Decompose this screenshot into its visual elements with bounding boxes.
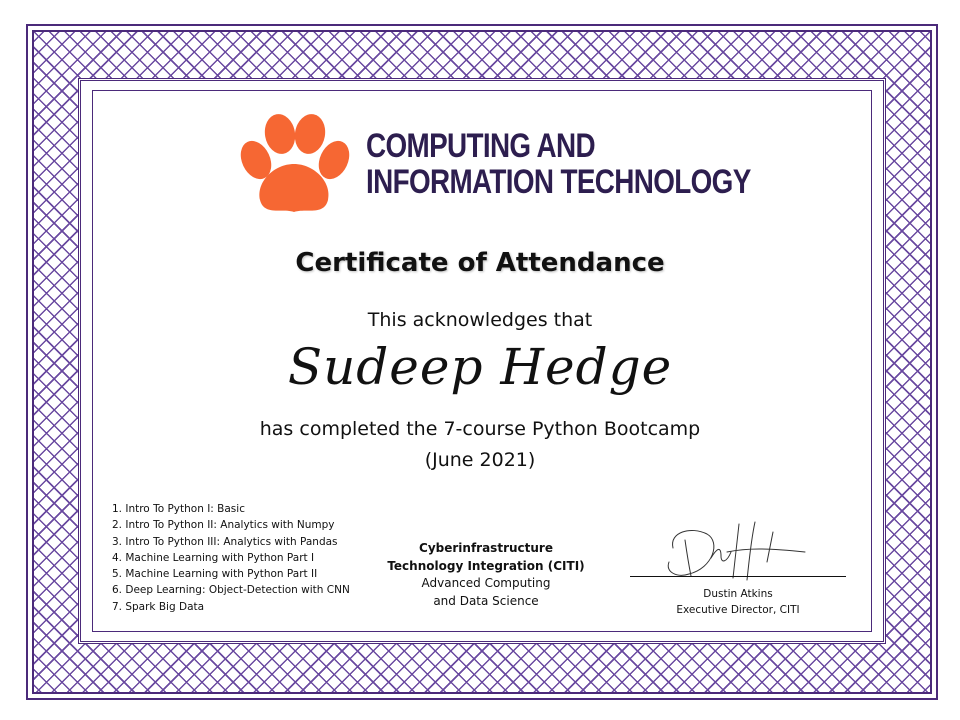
signer-name: Dustin Atkins	[703, 588, 773, 600]
course-item: 6. Deep Learning: Object-Detection with CNN	[112, 584, 350, 597]
recipient-name: Sudeep Hedge	[287, 338, 673, 396]
course-item: 5. Machine Learning with Python Part II	[112, 568, 318, 581]
signer-block	[630, 586, 846, 618]
signer-title: Executive Director, CITI	[676, 604, 800, 616]
course-item: 1. Intro To Python I: Basic	[112, 503, 245, 515]
signature-line	[630, 576, 846, 577]
course-list	[112, 501, 382, 615]
course-item: 4. Machine Learning with Python Part I	[112, 551, 315, 564]
course-item: 7. Spark Big Data	[112, 600, 205, 613]
organization-block	[380, 540, 592, 610]
logo-line-2: INFORMATION TECHNOLOGY	[366, 163, 751, 201]
logo-line-1: COMPUTING AND	[366, 127, 595, 165]
org-line-1: Cyberinfrastructure	[419, 541, 553, 555]
tiger-paw-logo-icon	[236, 112, 352, 218]
org-line-3: Advanced Computing	[421, 576, 551, 590]
org-line-4: and Data Science	[433, 593, 539, 608]
course-item: 2. Intro To Python II: Analytics with Numpy	[112, 519, 335, 532]
certificate-title: Certificate of Attendance	[295, 248, 665, 278]
completion-date: (June 2021)	[424, 449, 536, 471]
acknowledgement-text: This acknowledges that	[367, 309, 593, 331]
completion-text: has completed the 7-course Python Bootcamp	[259, 418, 701, 440]
course-item: 3. Intro To Python III: Analytics with Pandas	[112, 535, 338, 548]
handwritten-signature	[655, 518, 815, 582]
logo-wordmark	[366, 127, 751, 201]
org-line-2: Technology Integration (CITI)	[387, 558, 585, 573]
